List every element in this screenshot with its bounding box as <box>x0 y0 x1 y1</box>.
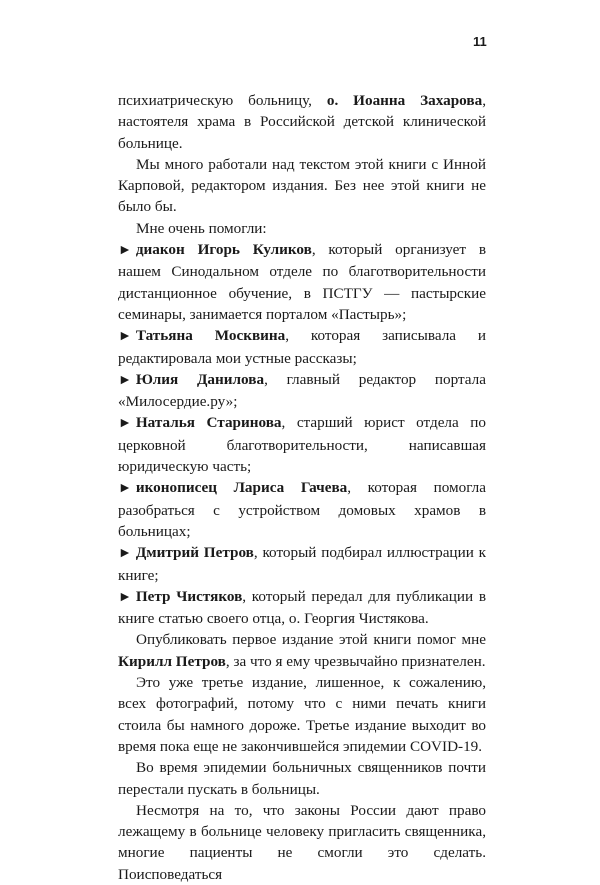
bullet-arrow-icon: ► <box>118 329 132 345</box>
text-run: Мне очень помогли: <box>136 219 267 237</box>
list-item <box>118 239 486 325</box>
text-run: Несмотря на то, что законы России дают право лежащему в больнице человеку пригласить священника, многие пациенты не смогли это сделать. Поисповедаться <box>118 801 486 883</box>
bold-name: Наталья Старинова <box>135 414 282 432</box>
bullet-arrow-icon: ► <box>118 481 132 497</box>
paragraph <box>118 629 486 672</box>
bold-name: Кирилл Петров <box>118 652 226 670</box>
bold-name: диакон Игорь Куликов <box>135 241 312 259</box>
list-item <box>118 542 486 586</box>
paragraph <box>118 800 486 885</box>
bullet-arrow-icon: ► <box>118 589 132 605</box>
bold-name: иконописец Лариса Гачева <box>135 479 348 497</box>
text-run: , за что я ему чрезвычайно признателен. <box>225 652 486 670</box>
text-run: , который передал для публикации в книге статью своего отца, о. Георгия Чистякова. <box>118 587 486 628</box>
text-run: , старший юрист отдела по церковной благотворительности, написавшая юридическую часть; <box>118 414 486 476</box>
paragraph <box>118 757 486 800</box>
text-run: , который организует в нашем Синодальном отделе по благотворительности дистанционное обучение, в ПСТГУ — пастырские семинары, занимается порталом «Пастырь»; <box>118 241 486 323</box>
list-item <box>118 586 486 630</box>
bold-name: Юлия Данилова <box>135 370 265 388</box>
bold-name: о. Иоанна Захарова <box>326 92 483 109</box>
paragraph <box>118 672 486 757</box>
list-item <box>118 477 486 542</box>
bold-name: Петр Чистяков <box>135 587 243 605</box>
body-text <box>118 90 486 885</box>
paragraph <box>118 90 486 154</box>
text-run: , настоятеля храма в Российской детской клинической больнице. <box>118 92 486 152</box>
paragraph <box>118 154 486 218</box>
text-run: , которая помогла разобраться с устройством домовых храмов в больницах; <box>118 479 486 540</box>
text-run: Опубликовать первое издание этой книги помог мне <box>136 631 486 649</box>
text-run: , главный редактор портала «Милосердие.ру»; <box>118 370 486 411</box>
bold-name: Татьяна Москвина <box>135 327 286 345</box>
text-run: , который подбирал иллюстрации к книге; <box>118 544 486 584</box>
text-run: Во время эпидемии больничных священников почти перестали пускать в больницы. <box>118 759 486 798</box>
text-run: , которая записывала и редактировала мои устные рассказы; <box>118 327 486 367</box>
bullet-arrow-icon: ► <box>118 243 132 259</box>
bullet-arrow-icon: ► <box>118 546 132 562</box>
bullet-arrow-icon: ► <box>118 372 132 388</box>
list-item <box>118 325 486 369</box>
list-item <box>118 369 486 413</box>
list-item <box>118 412 486 477</box>
page-number: 11 <box>473 34 487 49</box>
text-run: психиатрическую больницу, <box>118 92 327 109</box>
paragraph <box>118 218 486 239</box>
text-run: Мы много работали над текстом этой книги с Инной Карповой, редактором издания. Без нее этой книги не было бы. <box>118 155 486 216</box>
text-run: Это уже третье издание, лишенное, к сожалению, всех фотографий, потому что с ними печать книги стоила бы намного дороже. Третье издание выходит во время пока еще не закончившейся эпидемии COVID-19. <box>118 674 486 755</box>
bold-name: Дмитрий Петров <box>135 544 254 562</box>
bullet-arrow-icon: ► <box>118 416 132 432</box>
